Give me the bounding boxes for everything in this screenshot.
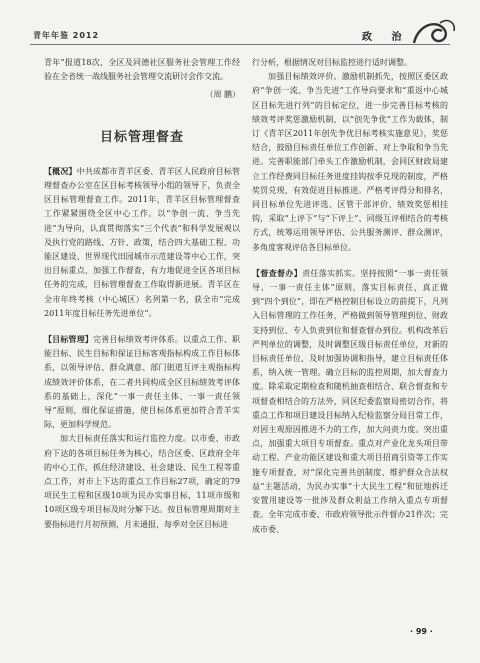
overview-tag: 【概况】 [44, 166, 77, 176]
mgmt-paragraph [44, 333, 240, 432]
section-title: 目标管理督查 [99, 129, 184, 145]
overview-text: 中共成都市青羊区委、青羊区人民政府目标管理督查办公室在区目标考核领导小组的领导下，负责全区目标管理督查工作。2011年，青羊区目标管理督查工作紧紧围绕全区中心工作，以“争创一流、争当先进”为导向，认真贯彻落实“三个代表”和科学发展观以及执行党的路线、方针、政策，结合四大基础工程、功能区建设、世界现代田园城市示范建设等中心工作，突出目标重点，加强工作督查，有力地促进全区各项目标任务的完成，目标管理督查工作取得新进展。青羊区在全市年终考核（中心城区）名列第一名，获全市“完成2011年度目标任务先进单位”。 [44, 166, 241, 318]
spacer [44, 321, 240, 333]
right-column [252, 56, 448, 537]
left-column [44, 56, 240, 532]
spacer [252, 255, 448, 267]
supervise-tag: 【督查督办】 [252, 268, 303, 278]
running-header-right: 政 治 [362, 32, 410, 43]
supervise-paragraph [252, 267, 448, 537]
intro-paragraph: 青年”报道18次，全区及同德社区服务社会管理工作经验在全省统一战线服务社会管理交流研讨会作交流。 [44, 58, 240, 82]
mgmt-text: 完善目标绩效考评体系。以重点工作、职能目标、民生目标和保证目标客观指标构成工作目标体系，以领导评估、群众满意、部门街道互评主观指标构成绩效评价体系，在二者共同构成全区目标绩效考评体系的基础上，深化“一事一责任主体、一事一责任领导”原则，细化保证措施，使目标体系更加符合青羊实际，更加科学规范。 [44, 335, 241, 430]
running-header-left: 青年年鉴 2012 [33, 31, 100, 40]
page-number: · 99 · [410, 627, 433, 636]
header-rule [30, 44, 450, 45]
evaluation-paragraph: 加强目标绩效评价。激励机制抓先，按照区委区政府“争创一流、争当先进”工作导向要求和“重返中心城区目标先进行列”的目标定位，进一步完善目标考核的绩效考评奖惩激励机制，以“创先争优”工作为载体，制订《青羊区2011年创先争优目标考核实施意见》，奖惩结合，鼓励目标责任单位工作创新、对上争取和争当先进。完善职能部门牵头工作激励机制，会同区财政局建立工作经费同目标任务进度挂钩按季兑现的制度，严格奖罚兑现，有效促进目标推进。严格考评得分和排名，同目标单位先进评选、区管干部评价、绩效奖惩相挂钩，采取“上评下”与“下评上”、同级互评相结合的考核方式，统筹运用领导评估、公共服务测评、群众测评，多角度客观评估各目标单位。 [252, 72, 448, 252]
mgmt-tag: 【目标管理】 [44, 335, 94, 345]
mgmt-paragraph-2: 加大目标责任落实和运行监控力度。以市委、市政府下达的各项目标任务为核心，结合区委、区政府全年的中心工作，抓住经济建设、社会建设、民生工程等重点工作，对市上下达的重点工作目标27项，确定的79项民生工程和区级10项为民办实事目标，11项市级和10项区级专项目标及时分解下达。按目标管理周期对主要指标进行月初预测，月末通报，每季对全区目标进 [44, 434, 240, 529]
overview-paragraph [44, 165, 240, 321]
author-signature: （周 鹏） [205, 90, 240, 100]
continued-paragraph: 行分析，根据情况对目标监控进行适时调整。 [252, 58, 412, 67]
supervise-text: 责任落实抓实。坚持按照“一事一责任领导、一事一责任主体”原则，落实目标责任，真正做到“四个到位”，即在严格控制目标设立的前提下，凡列入目标管理的工作任务，严格做到领导管理到位、财政支持到位、专人负责到位和督查督办到位。机构改革后严判单位的调整，及时调整区级目标责任单位，对新的目标责任单位，及时加强协调和指导，建立目标责任体系，纳入统一管理。确立目标的监控周期，加大督查力度。除采取定期检查和随机抽查相结合、联合督查和专项督查相结合的方法外，同区纪委监察局密切合作，将重点工作和项目建设目标纳入纪检监察分局目常工作，对因主观原因推进不力的工作，加大问责力度。突出重点，加强重大项目专项督查。重点对产业化龙头项目带动工程、产业功能区建设和重大项目招商引资等工作实施专项督查，对“深化完善共创制度、维护群众合法权益”主题活动，为民办实事“十大民生工程”和征地拆迁安置用建设等一批涉及群众利益工作纳入重点专项督查。全年完成市委、市政府领导批示件督办21件次；完成市委、 [252, 268, 448, 534]
